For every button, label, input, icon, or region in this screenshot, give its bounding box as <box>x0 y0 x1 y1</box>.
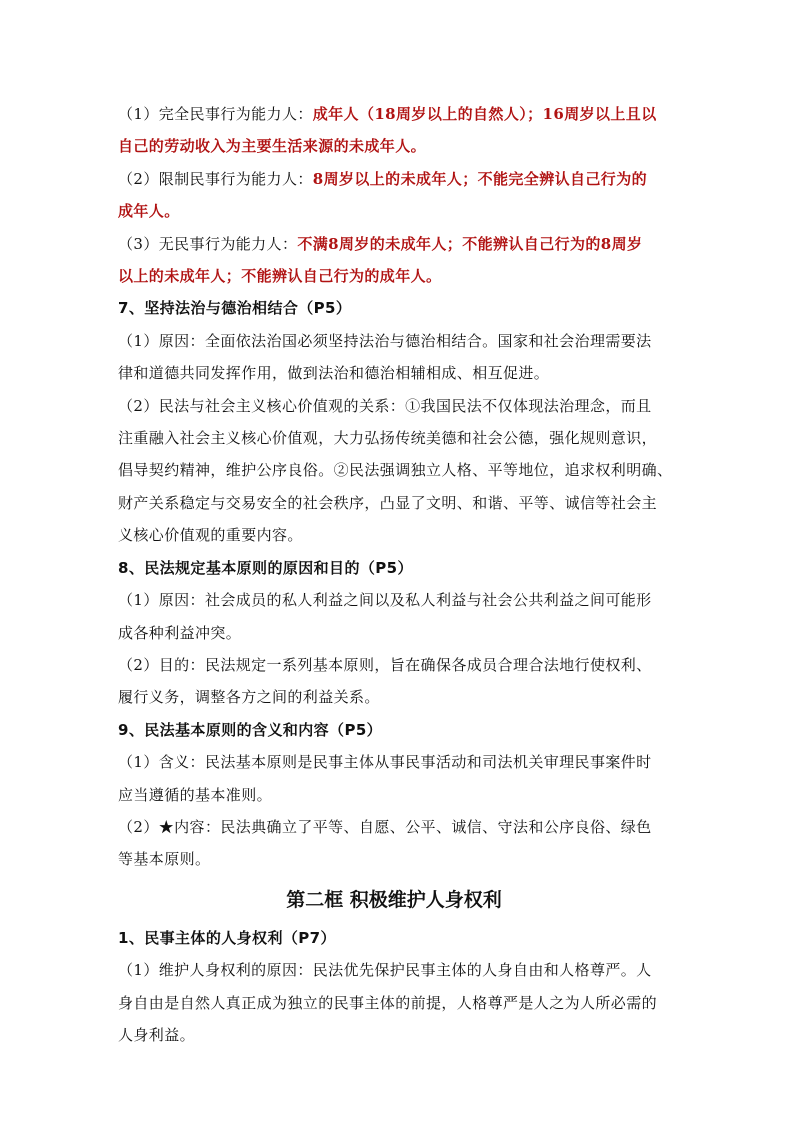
s8-p1-line: （1）原因：社会成员的私人利益之间以及私人利益与社会公共利益之间可能形 <box>118 591 652 610</box>
s1-p1-line: （1）维护人身权利的原因：民法优先保护民事主体的人身自由和人格尊严。人 <box>118 961 652 980</box>
s7-p1-line: 律和道德共同发挥作用，做到法治和德治相辅相成、相互促进。 <box>118 364 550 383</box>
s8-p2-line: 履行义务，调整各方之间的利益关系。 <box>118 688 380 707</box>
section-1-heading: 1、民事主体的人身权利（P7） <box>118 928 336 947</box>
no-capacity-line-1 <box>118 228 694 260</box>
limited-capacity-line-2: 成年人。 <box>118 202 180 221</box>
section-9-heading: 9、民法基本原则的含义和内容（P5） <box>118 720 383 739</box>
s1-p1-line: 人身利益。 <box>118 1025 196 1044</box>
s8-p2-line: （2）目的：民法规定一系列基本原则，旨在确保各成员合理合法地行使权利、 <box>118 655 652 674</box>
limited-capacity-label: （2）限制民事行为能力人： <box>118 169 313 188</box>
s9-p2-line: （2）★内容：民法典确立了平等、自愿、公平、诚信、守法和公序良俗、绿色 <box>118 817 652 836</box>
no-capacity-line-2: 以上的未成年人；不能辨认自己行为的成年人。 <box>118 267 442 286</box>
limited-capacity-definition: 8周岁以上的未成年人；不能完全辨认自己行为的 <box>312 169 647 188</box>
full-capacity-line-2: 自己的劳动收入为主要生活来源的未成年人。 <box>118 137 427 156</box>
s9-p1-line: （1）含义：民法基本原则是民事主体从事民事活动和司法机关审理民事案件时 <box>118 753 652 772</box>
no-capacity-definition: 不满8周岁的未成年人；不能辨认自己行为的8周岁 <box>297 234 643 253</box>
section-7-heading: 7、坚持法治与德治相结合（P5） <box>118 299 352 318</box>
section-8-heading: 8、民法规定基本原则的原因和目的（P5） <box>118 558 413 577</box>
s1-p1-line: 身自由是自然人真正成为独立的民事主体的前提，人格尊严是人之为人所必需的 <box>118 993 658 1012</box>
s9-p2-line: 等基本原则。 <box>118 850 211 869</box>
no-capacity-label: （3）无民事行为能力人： <box>118 234 298 253</box>
s7-p1-line: （1）原因：全面依法治国必须坚持法治与德治相结合。国家和社会治理需要法 <box>118 331 652 350</box>
section-title: 第二框 积极维护人身权利 <box>286 888 502 911</box>
s7-p2-line: 倡导契约精神，维护公序良俗。②民法强调独立人格、平等地位，追求权利明确、 <box>118 461 673 480</box>
full-capacity-label: （1）完全民事行为能力人： <box>118 105 313 123</box>
s8-p1-line: 成各种利益冲突。 <box>118 623 242 642</box>
s7-p2-line: 义核心价值观的重要内容。 <box>118 526 303 545</box>
full-capacity-definition: 成年人（18周岁以上的自然人）；16周岁以上且以 <box>312 105 657 123</box>
s7-p2-line: 注重融入社会主义核心价值观，大力弘扬传统美德和社会公德，强化规则意识， <box>118 429 658 448</box>
s7-p2-line: （2）民法与社会主义核心价值观的关系：①我国民法不仅体现法治理念，而且 <box>118 396 652 415</box>
s7-p2-line: 财产关系稳定与交易安全的社会秩序，凸显了文明、和谐、平等、诚信等社会主 <box>118 493 658 512</box>
s9-p1-line: 应当遵循的基本准则。 <box>118 785 273 804</box>
limited-capacity-line-1 <box>118 163 694 195</box>
full-capacity-line-1 <box>118 98 694 130</box>
